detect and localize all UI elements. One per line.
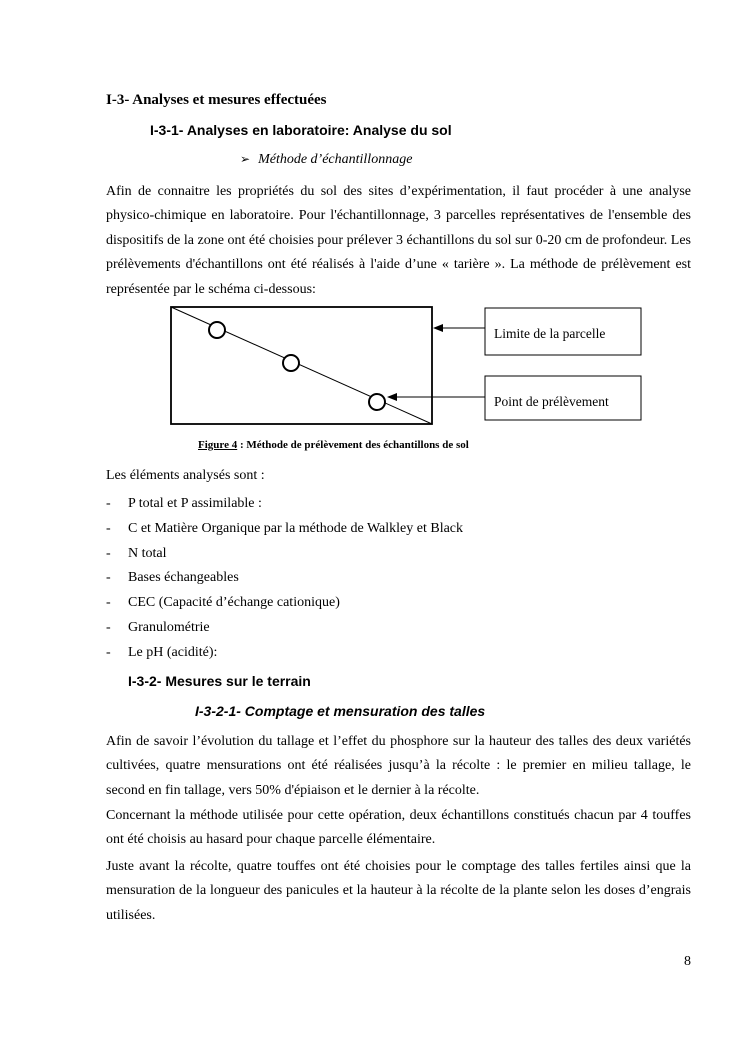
list-item: - CEC (Capacité d’échange cationique) [106,595,340,611]
paragraph-sampling: Afin de connaitre les propriétés du sol des sites d’expérimentation, il faut procéder à une analyse physico-chimique en laboratoire. Pour l'échantillonnage, 3 parcelles représentatives de l'ensemble des dispositifs de la zone ont été choisies pour prélever 3 échantillons du sol sur 0-20 cm de profondeur. Les prélèvements d'échantillons ont été réalisés à l'aide d’une « tarière ». La méthode de prélèvement est représentée par le schéma ci-dessous: [106,184,691,297]
label-limit: Limite de la parcelle [494,326,606,341]
page-number: 8 [684,954,691,969]
list-item: - C et Matière Organique par la méthode de Walkley et Black [106,520,464,536]
arrowhead-point-icon [387,393,397,401]
subsection-title-lab: I-3-1- Analyses en laboratoire: Analyse du sol [150,122,452,138]
bullet-label: Méthode d’échantillonnage [258,152,413,167]
subsubsection-title: I-3-2-1- Comptage et mensuration des talles [195,703,486,719]
analysis-list [106,492,463,666]
sampling-point-2 [283,355,299,371]
sampling-diagram [165,300,645,430]
paragraph-harvest: Juste avant la récolte, quatre touffes ont été choisies pour le comptage des talles fertiles ainsi que la mensuration de la longueur des panicules et la hauteur à la récolte de la plante selon les doses d’engrais utilisées. [106,859,691,923]
sampling-point-1 [209,322,225,338]
figure-caption-text: : Méthode de prélèvement des échantillons de sol [237,439,469,451]
bullet-heading [240,152,412,168]
analysis-intro: Les éléments analysés sont : [106,468,265,483]
arrow-bullet-icon: ➢ [240,152,251,166]
arrowhead-limit-icon [433,324,443,332]
label-point: Point de prélèvement [494,394,609,409]
paragraph-method: Concernant la méthode utilisée pour cette opération, deux échantillons constitués chacun par 4 touffes ont été choisis au hasard pour chaque parcelle élémentaire. [106,808,691,848]
list-item: - Le pH (acidité): [106,644,218,660]
list-item: - N total [106,545,167,561]
figure-number: Figure 4 [198,439,238,451]
paragraph-tallage: Afin de savoir l’évolution du tallage et l’effet du phosphore sur la hauteur des talles des deux variétés cultivées, quatre mensurations ont été réalisées jusqu’à la récolte : le premier en milieu tallage, le second en fin tallage, vers 50% d'épiaison et le dernier à la récolte. [106,734,691,798]
list-item: - Bases échangeables [106,570,239,586]
subsection-title-terrain: I-3-2- Mesures sur le terrain [128,673,311,689]
list-item: - P total et P assimilable : [106,496,262,511]
sampling-point-3 [369,394,385,410]
section-title: I-3- Analyses et mesures effectuées [106,92,327,108]
list-item: - Granulométrie [106,619,210,635]
figure-caption [198,439,469,451]
